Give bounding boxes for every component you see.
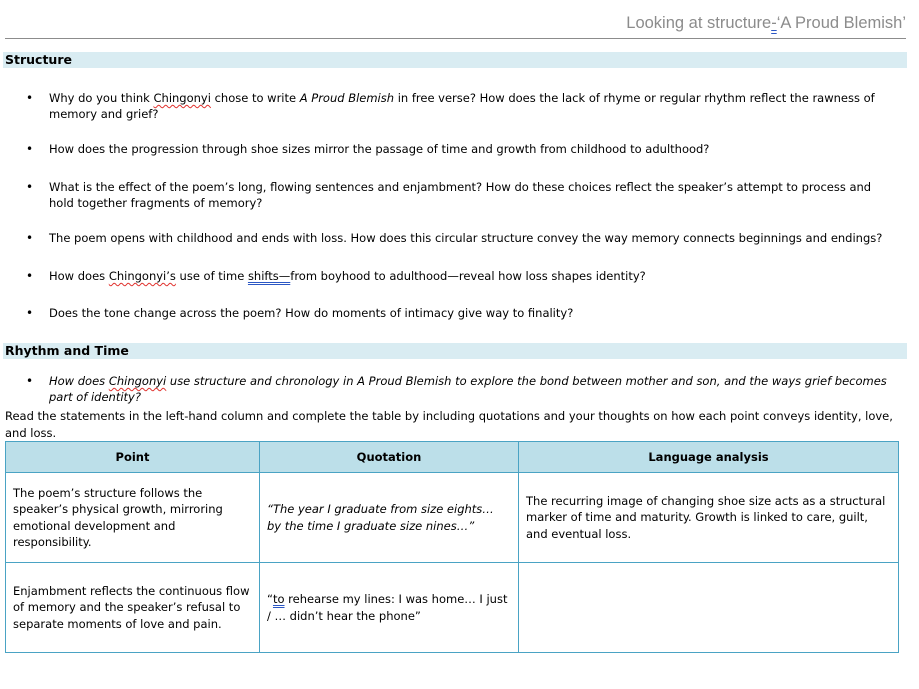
header-title-part2: ‘A Proud Blemish’ xyxy=(776,14,906,32)
column-header-language-analysis: Language analysis xyxy=(519,442,899,473)
header-title-separator: - xyxy=(771,14,777,32)
table-instructions: Read the statements in the left-hand column and complete the table by including quotations and your thoughts on how each point conveys identity, love, and loss. xyxy=(5,409,893,440)
spellcheck-word: Chingonyi’s xyxy=(108,269,176,283)
spellcheck-word: Chingonyi xyxy=(153,91,211,105)
column-header-point: Point xyxy=(6,442,260,473)
quotation-cell[interactable]: “to rehearse my lines: I was home… I just / … didn’t hear the phone” xyxy=(260,563,519,653)
point-cell: Enjambment reflects the continuous flow of memory and the speaker’s refusal to separate moments of love and pain. xyxy=(6,563,260,653)
analysis-cell[interactable]: The recurring image of changing shoe size acts as a structural marker of time and maturity. Growth is linked to care, guilt, and eventual loss. xyxy=(519,473,899,563)
page-header-title xyxy=(0,14,906,33)
section-heading-structure: Structure xyxy=(3,52,907,68)
structure-question-5: • How does Chingonyi’s use of time shifts—from boyhood to adulthood—reveal how loss shapes identity? xyxy=(49,269,899,285)
structure-question-1: • Why do you think Chingonyi chose to write A Proud Blemish in free verse? How does the lack of rhyme or regular rhythm reflect the rawness of memory and grief? xyxy=(49,91,899,122)
table-row xyxy=(6,473,899,563)
spellcheck-word: Chingonyi xyxy=(108,374,167,388)
rhythm-question-1: • How does Chingonyi use structure and chronology in A Proud Blemish to explore the bond between mother and son, and the ways grief becomes part of identity? xyxy=(49,374,899,405)
header-divider xyxy=(5,38,906,39)
column-header-quotation: Quotation xyxy=(260,442,519,473)
grammar-flag-word: shifts— xyxy=(247,269,291,283)
structure-question-3: • What is the effect of the poem’s long, flowing sentences and enjambment? How do these choices reflect the speaker’s attempt to process and hold together fragments of memory? xyxy=(49,180,899,211)
table-row xyxy=(6,563,899,653)
point-cell: The poem’s structure follows the speaker’s physical growth, mirroring emotional development and responsibility. xyxy=(6,473,260,563)
section-heading-rhythm-and-time: Rhythm and Time xyxy=(3,343,907,359)
quotation-cell[interactable]: “The year I graduate from size eights… by the time I graduate size nines…” xyxy=(260,473,519,563)
structure-question-6: • Does the tone change across the poem? How do moments of intimacy give way to finality? xyxy=(49,306,899,322)
analysis-cell-empty[interactable] xyxy=(519,563,899,653)
analysis-table xyxy=(5,441,899,653)
header-title-part1: Looking at structure xyxy=(626,14,772,32)
poem-title: A Proud Blemish xyxy=(299,91,395,105)
table-header-row xyxy=(6,442,899,473)
grammar-flag-word: to xyxy=(272,592,285,606)
structure-question-2: • How does the progression through shoe sizes mirror the passage of time and growth from childhood to adulthood? xyxy=(49,142,899,158)
structure-question-4: • The poem opens with childhood and ends with loss. How does this circular structure convey the way memory connects beginnings and endings? xyxy=(49,231,899,247)
